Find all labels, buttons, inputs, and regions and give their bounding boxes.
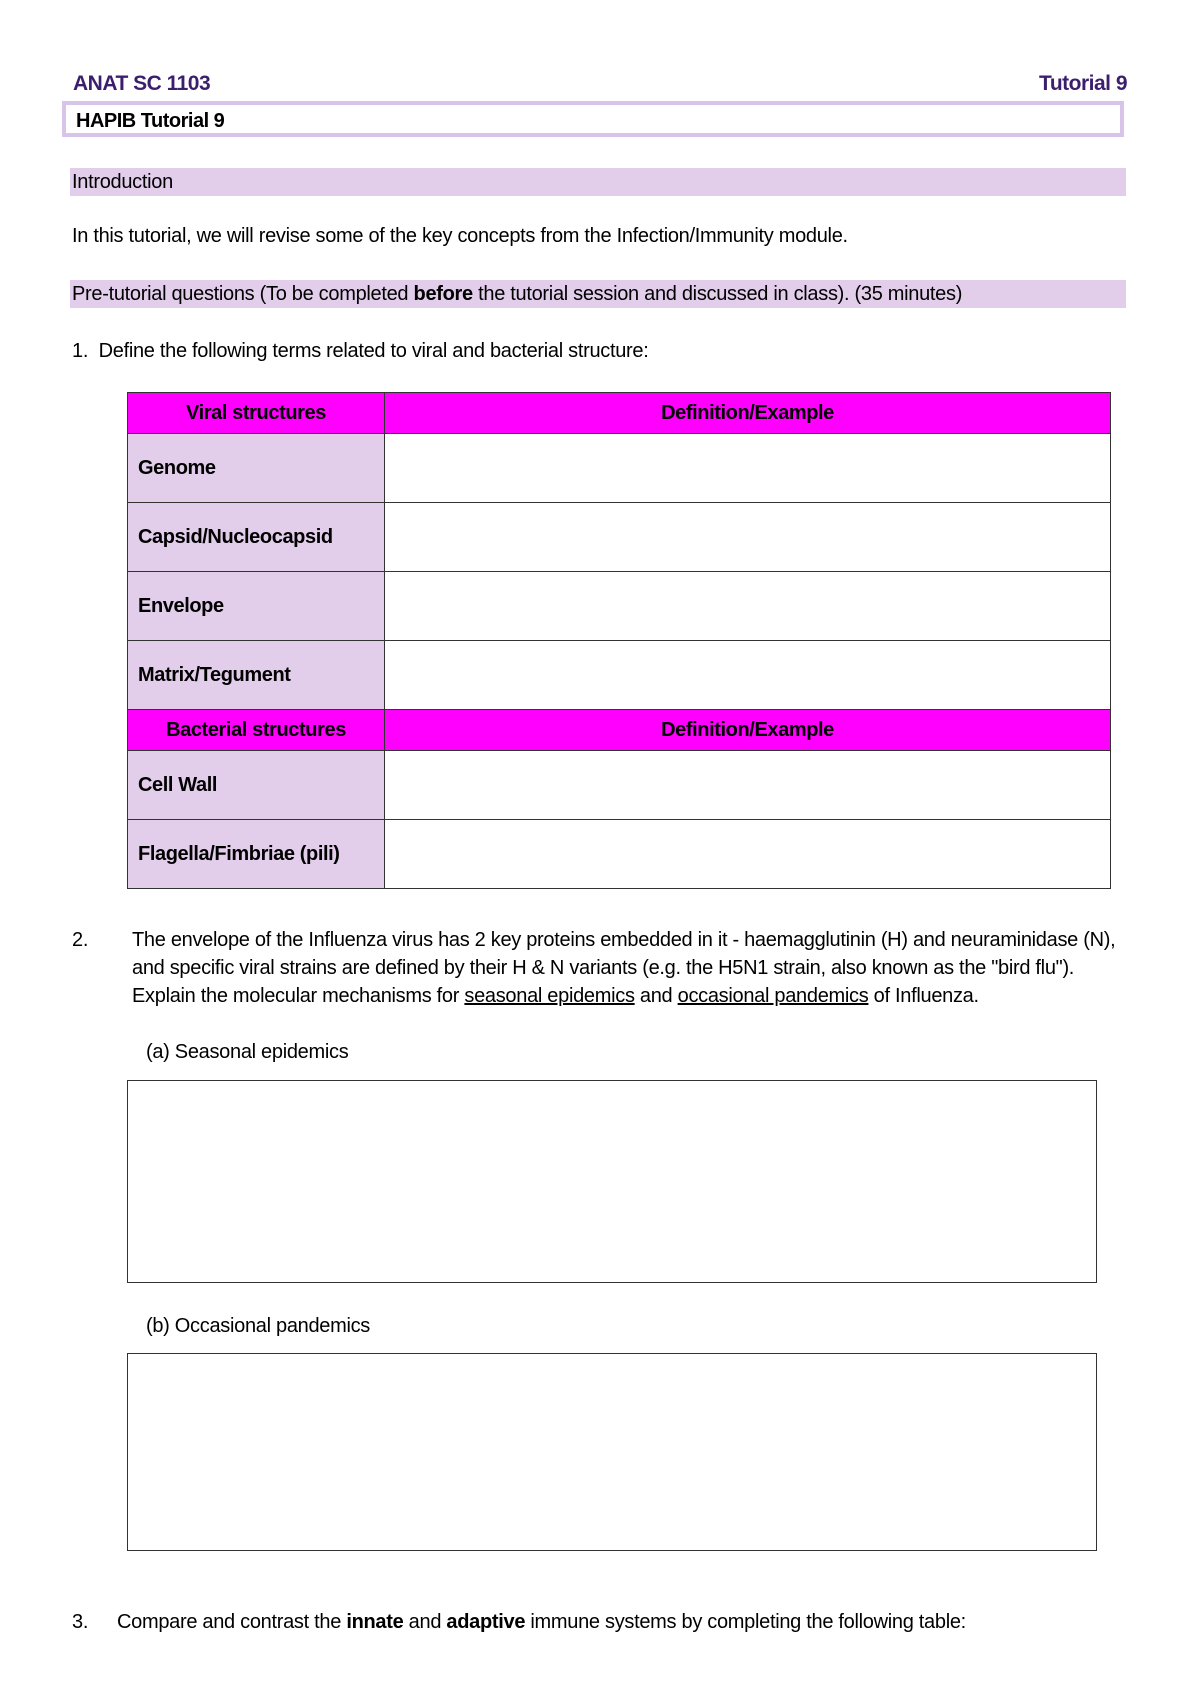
question-2-text (132, 926, 1128, 1010)
row-label-matrix: Matrix/Tegument (128, 641, 385, 710)
definition-cell-genome[interactable] (385, 434, 1111, 503)
question-1-number: 1. (72, 340, 89, 362)
question-3-text (117, 1608, 966, 1636)
definition-cell-matrix[interactable] (385, 641, 1111, 710)
introduction-heading: Introduction (70, 168, 1126, 196)
document-title-box (62, 101, 1124, 137)
bacterial-structures-header: Bacterial structures (128, 710, 385, 751)
occasional-pandemics-answer-box[interactable] (127, 1353, 1097, 1551)
adaptive-bold: adaptive (446, 1611, 526, 1633)
viral-header-row (128, 393, 1111, 434)
seasonal-epidemics-answer-box[interactable] (127, 1080, 1097, 1283)
definition-cell-flagella[interactable] (385, 820, 1111, 889)
structures-table (127, 392, 1111, 889)
row-label-flagella: Flagella/Fimbriae (pili) (128, 820, 385, 889)
row-label-genome: Genome (128, 434, 385, 503)
question-3-number: 3. (72, 1611, 89, 1633)
question-1-text: Define the following terms related to viral and bacterial structure: (98, 340, 649, 362)
table-row (128, 503, 1111, 572)
row-label-cell-wall: Cell Wall (128, 751, 385, 820)
table-row (128, 572, 1111, 641)
question-3-text-mid: and (403, 1611, 447, 1633)
document-title: HAPIB Tutorial 9 (76, 110, 225, 132)
pretutorial-heading (70, 280, 1126, 308)
table-row (128, 820, 1111, 889)
definition-cell-envelope[interactable] (385, 572, 1111, 641)
pretutorial-text-after: the tutorial session and discussed in class). (35 minutes) (472, 283, 963, 305)
table-row (128, 751, 1111, 820)
definition-cell-capsid[interactable] (385, 503, 1111, 572)
bacterial-definition-header: Definition/Example (385, 710, 1111, 751)
question-3-text-after: immune systems by completing the following table: (525, 1611, 966, 1633)
pretutorial-text-before: Pre-tutorial questions (To be completed (72, 283, 414, 305)
question-2-text-a: The envelope of the Influenza virus has 2 key proteins embedded in it - haemagglutinin (H) and neuraminidase (N), and specific viral strains are defined by their H & N variants (e.g. the H5N1 strain, also known as the "bird flu"). Explain the molecular mechanisms for (132, 929, 1116, 1007)
pretutorial-bold: before (413, 283, 473, 305)
table-row (128, 641, 1111, 710)
row-label-capsid: Capsid/Nucleocapsid (128, 503, 385, 572)
seasonal-epidemics-underlined: seasonal epidemics (464, 985, 635, 1007)
course-code: ANAT SC 1103 (73, 72, 211, 95)
occasional-pandemics-underlined: occasional pandemics (677, 985, 869, 1007)
question-2-number: 2. (72, 929, 89, 951)
definition-cell-cell-wall[interactable] (385, 751, 1111, 820)
tutorial-number: Tutorial 9 (1039, 72, 1127, 95)
table-row (128, 434, 1111, 503)
question-3-text-before: Compare and contrast the (117, 1611, 347, 1633)
question-2-text-c: of Influenza. (868, 985, 979, 1007)
viral-structures-header: Viral structures (128, 393, 385, 434)
viral-definition-header: Definition/Example (385, 393, 1111, 434)
bacterial-header-row (128, 710, 1111, 751)
part-a-label: (a) Seasonal epidemics (146, 1041, 349, 1063)
innate-bold: innate (346, 1611, 404, 1633)
question-2-text-b: and (634, 985, 678, 1007)
question-1 (72, 337, 648, 365)
introduction-text: In this tutorial, we will revise some of the key concepts from the Infection/Immunity module. (72, 225, 848, 247)
row-label-envelope: Envelope (128, 572, 385, 641)
part-b-label: (b) Occasional pandemics (146, 1315, 371, 1337)
